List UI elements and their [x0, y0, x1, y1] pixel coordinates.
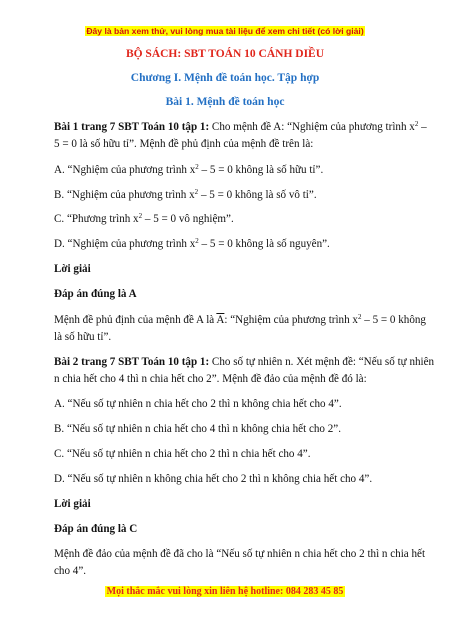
q1-option-a-text: A. “Nghiệm của phương trình x — [54, 164, 196, 176]
q1-option-a-tail: – 5 = 0 không là số hữu tỉ”. — [198, 164, 324, 176]
q1-stem-sup: 2 — [414, 120, 419, 128]
q1-label: Bài 1 trang 7 SBT Toán 10 tập 1: — [54, 121, 210, 133]
chapter-title: Chương I. Mệnh đề toán học. Tập hợp — [130, 72, 320, 84]
preview-banner-text: Đây là bản xem thử, vui lòng mua tài liệu để xem chi tiết (có lời giải) — [86, 26, 364, 36]
q1-option-d-sup: 2 — [195, 237, 199, 245]
q2-stem-line1 — [54, 356, 434, 368]
q1-option-c-sup: 2 — [138, 212, 143, 220]
preview-banner — [0, 26, 450, 36]
q1-expl-text2: : “Nghiệm của phương trình x — [224, 314, 358, 326]
q1-explanation-line1 — [54, 314, 426, 326]
q2-label: Bài 2 trang 7 SBT Toán 10 tập 1: — [54, 356, 210, 368]
q2-option-a: A. “Nếu số tự nhiên n chia hết cho 2 thì n không chia hết cho 4”. — [54, 398, 342, 410]
q1-expl-sup: 2 — [357, 313, 362, 321]
q2-option-d: D. “Nếu số tự nhiên n không chia hết cho 2 thì n không chia hết cho 4”. — [54, 473, 373, 485]
q1-negation-symbol: $\overline{A}$ — [216, 314, 225, 326]
q2-option-c: C. “Nếu số tự nhiên n chia hết cho 2 thì n chia hết cho 4”. — [54, 448, 311, 460]
q1-answer: Đáp án đúng là A — [54, 288, 137, 300]
hotline-footer — [0, 586, 450, 597]
q1-solution-heading: Lời giải — [54, 263, 91, 275]
q2-stem-text: Cho số tự nhiên n. Xét mệnh đề: “Nếu số tự nhiên — [209, 356, 435, 368]
q1-option-b-text: B. “Nghiệm của phương trình x — [54, 189, 195, 201]
q2-explanation-line1: Mệnh đề đảo của mệnh đề đã cho là “Nếu số tự nhiên n chia hết cho 2 thì n chia hết — [54, 548, 426, 560]
q1-option-b — [54, 189, 317, 201]
q2-stem-line2: n chia hết cho 4 thì n chia hết cho 2”. Mệnh đề đảo của mệnh đề đó là: — [54, 373, 367, 385]
q1-expl-text3: – 5 = 0 không — [361, 314, 426, 326]
q1-option-a-sup: 2 — [195, 163, 199, 171]
q1-option-c — [54, 213, 234, 225]
hotline-footer-text: Mọi thắc mắc vui lòng xin liên hệ hotline: 084 283 45 85 — [106, 586, 344, 597]
q1-option-d-tail: – 5 = 0 không là số nguyên”. — [198, 238, 330, 250]
q1-expl-text: Mệnh đề phủ định của mệnh đề A là — [54, 314, 217, 326]
book-title: BỘ SÁCH: SBT TOÁN 10 CÁNH DIỀU — [125, 48, 325, 60]
q1-stem-text: Cho mệnh đề A: “Nghiệm của phương trình x — [209, 121, 415, 133]
q1-explanation-line2: là số hữu tỉ”. — [54, 331, 112, 343]
q1-stem-dash: – — [418, 121, 427, 133]
q1-option-b-sup: 2 — [194, 188, 199, 196]
q2-answer: Đáp án đúng là C — [54, 523, 138, 535]
q1-option-a — [54, 164, 323, 176]
q2-explanation-line2: cho 4”. — [54, 565, 87, 577]
q1-stem-line2: 5 = 0 là số hữu tỉ”. Mệnh đề phủ định của mệnh đề trên là: — [54, 138, 314, 150]
q1-option-d-text: D. “Nghiệm của phương trình x — [54, 238, 196, 250]
q1-option-c-text: C. “Phương trình x — [54, 213, 139, 225]
q1-option-c-tail: – 5 = 0 vô nghiệm”. — [142, 213, 234, 225]
q1-option-b-tail: – 5 = 0 không là số vô tỉ”. — [198, 189, 317, 201]
lesson-title: Bài 1. Mệnh đề toán học — [165, 96, 285, 108]
q2-solution-heading: Lời giải — [54, 498, 91, 510]
q2-option-b: B. “Nếu số tự nhiên n chia hết cho 4 thì n không chia hết cho 2”. — [54, 423, 341, 435]
q1-option-d — [54, 238, 330, 250]
q1-stem-line1 — [54, 121, 427, 133]
